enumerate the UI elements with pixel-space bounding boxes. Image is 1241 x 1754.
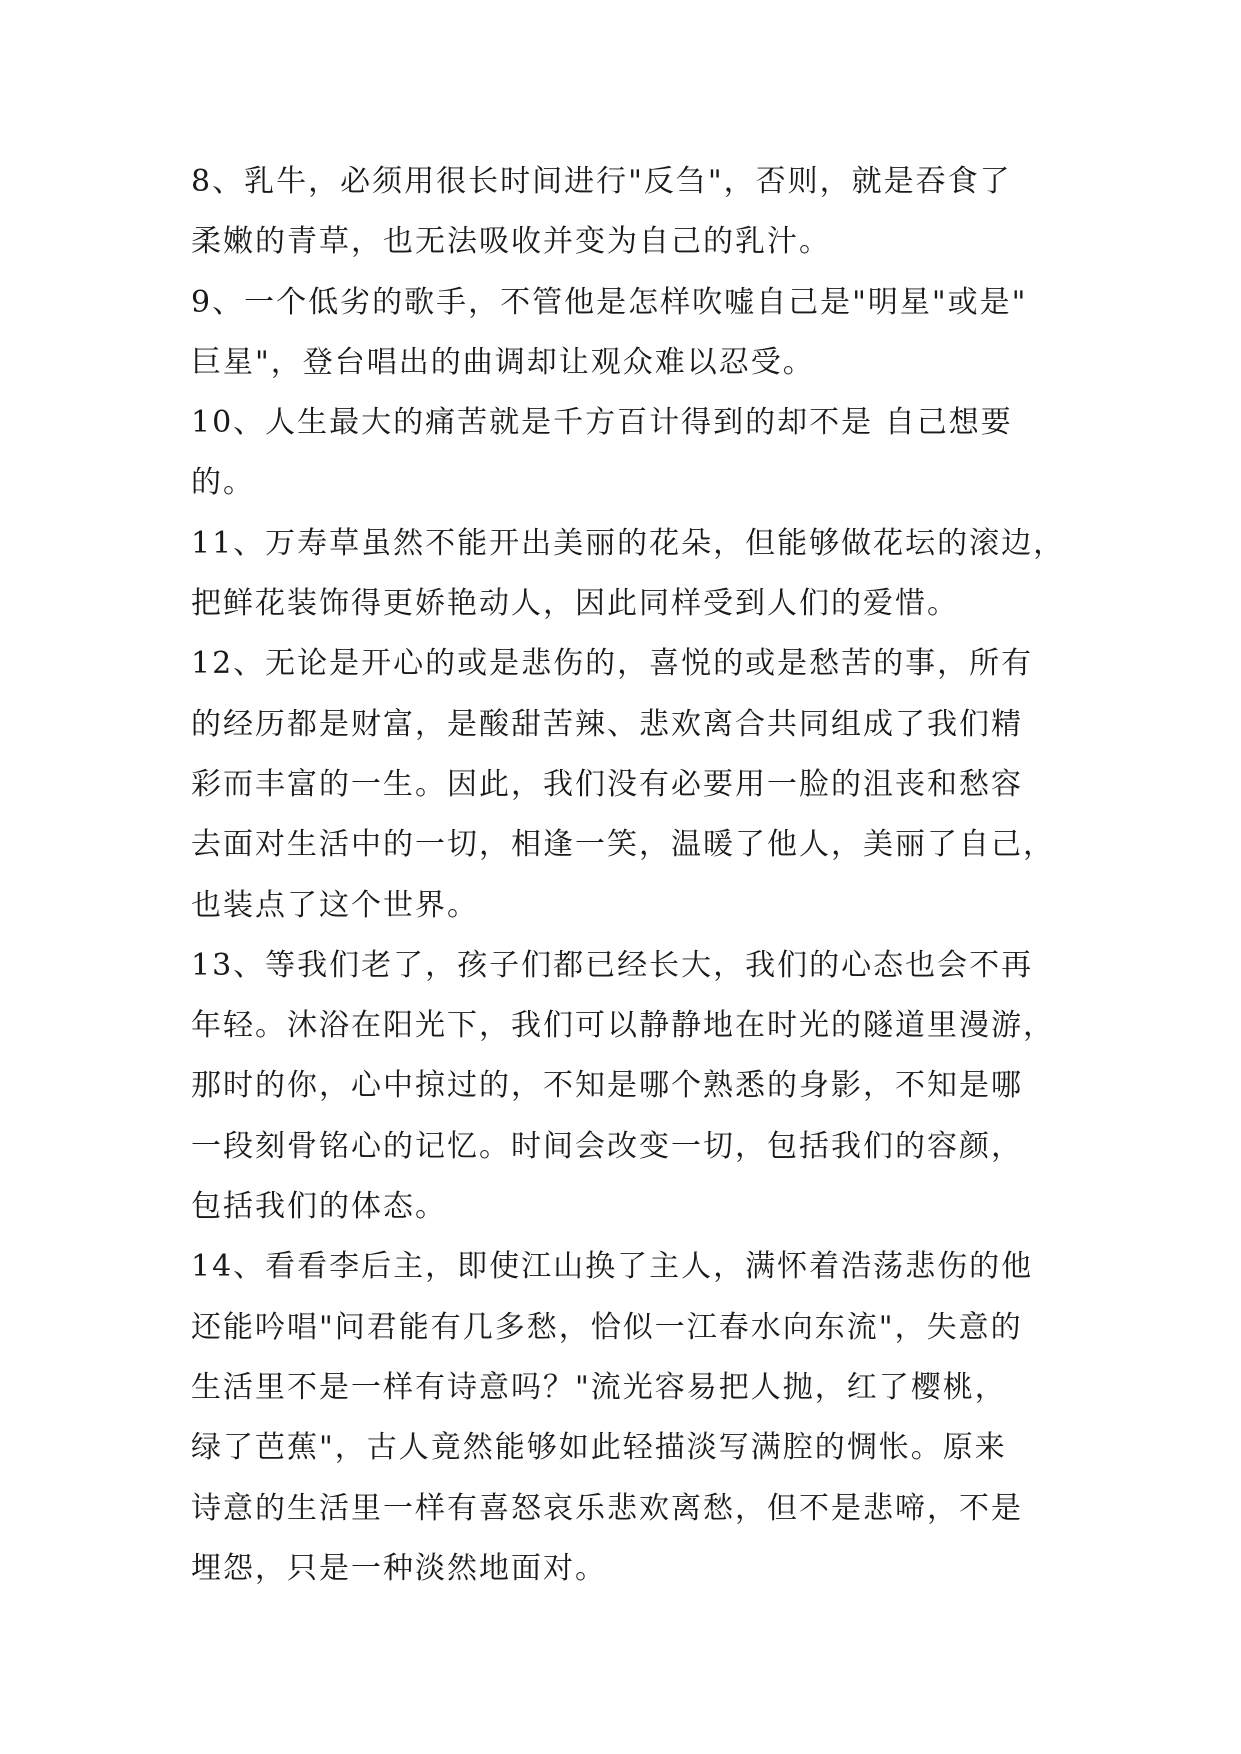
text-line: 8、乳牛，必须用很长时间进行"反刍"，否则，就是吞食了 [191, 164, 1012, 199]
text-line: 11、万寿草虽然不能开出美丽的花朵，但能够做花坛的滚边， [191, 525, 1066, 561]
text-line: 的。 [191, 465, 255, 501]
text-line: 去面对生活中的一切，相逢一笑，温暖了他人，美丽了自己， [191, 827, 1055, 863]
text-line: 的经历都是财富，是酸甜苦辣、悲欢离合共同组成了我们精 [191, 706, 1023, 742]
text-line: 埋怨，只是一种淡然地面对。 [191, 1550, 607, 1586]
text-line: 13、等我们老了，孩子们都已经长大，我们的心态也会不再 [191, 947, 1034, 983]
text-line: 10、人生最大的痛苦就是千方百计得到的却不是 自己想要 [191, 405, 1013, 441]
text-line: 9、一个低劣的歌手，不管他是怎样吹嘘自己是"明星"或是" [191, 284, 1028, 320]
text-line: 巨星"，登台唱出的曲调却让观众难以忍受。 [191, 344, 815, 380]
text-line: 12、无论是开心的或是悲伤的，喜悦的或是愁苦的事，所有 [191, 646, 1034, 682]
text-line: 把鲜花装饰得更娇艳动人，因此同样受到人们的爱惜。 [191, 586, 959, 622]
text-line: 那时的你，心中掠过的，不知是哪个熟悉的身影，不知是哪 [191, 1068, 1023, 1104]
text-line: 一段刻骨铭心的记忆。时间会改变一切，包括我们的容颜， [191, 1128, 1023, 1164]
text-line: 柔嫩的青草，也无法吸收并变为自己的乳汁。 [191, 224, 831, 260]
text-line: 彩而丰富的一生。因此，我们没有必要用一脸的沮丧和愁容 [191, 766, 1023, 802]
text-line: 包括我们的体态。 [191, 1189, 447, 1225]
text-line: 年轻。沐浴在阳光下，我们可以静静地在时光的隧道里漫游， [191, 1008, 1055, 1044]
text-line: 14、看看李后主，即使江山换了主人，满怀着浩荡悲伤的他 [191, 1249, 1034, 1285]
document-body [191, 152, 1071, 1599]
text-line: 生活里不是一样有诗意吗？"流光容易把人抛，红了樱桃， [191, 1369, 1007, 1405]
text-line: 绿了芭蕉"，古人竟然能够如此轻描淡写满腔的惆怅。原来 [191, 1430, 1007, 1466]
text-line: 诗意的生活里一样有喜怒哀乐悲欢离愁，但不是悲啼，不是 [191, 1490, 1023, 1526]
text-line: 还能吟唱"问君能有几多愁，恰似一江春水向东流"，失意的 [191, 1309, 1023, 1345]
text-line: 也装点了这个世界。 [191, 887, 479, 923]
